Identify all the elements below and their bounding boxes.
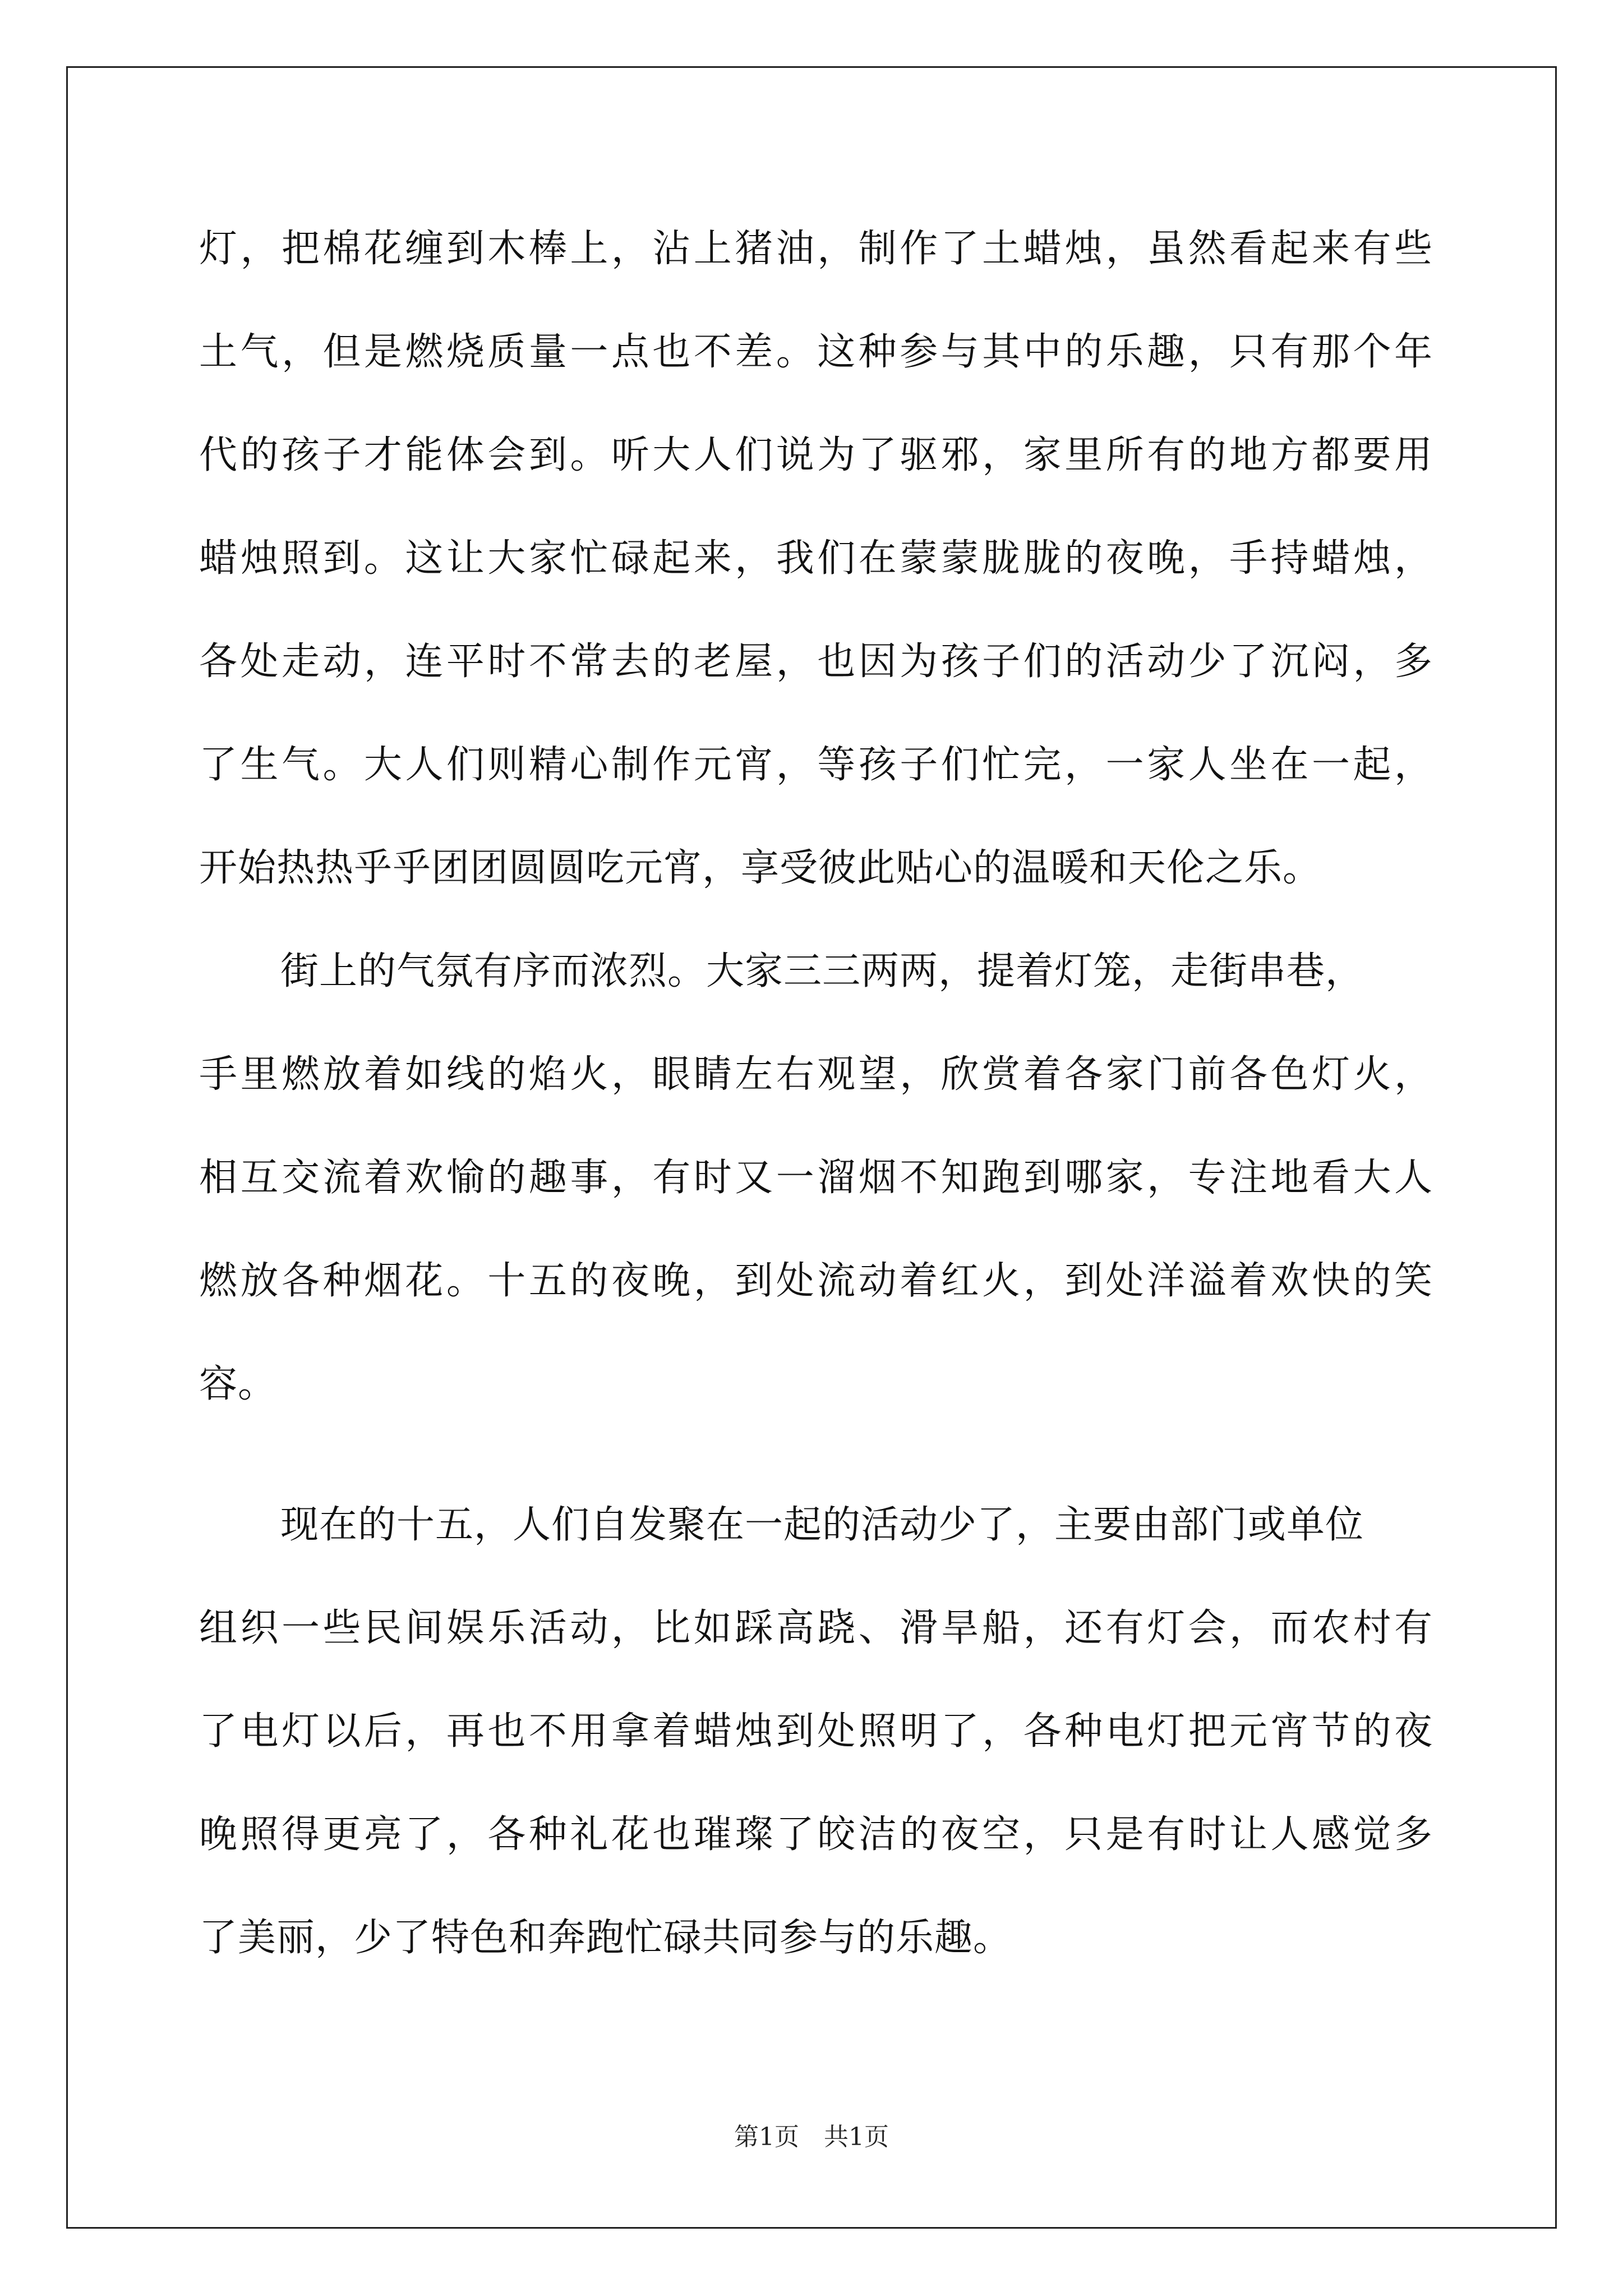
- page-number-footer: 第1页 共1页: [734, 2123, 889, 2151]
- paragraph-first-line: 现在的十五，人们自发聚在一起的活动少了，主要由部门或单位: [280, 1503, 1364, 1547]
- text-line: 代的孩子才能体会到。听大人们说为了驱邪，家里所有的地方都要用: [199, 433, 1433, 477]
- text-line: 相互交流着欢愉的趣事，有时又一溜烟不知跑到哪家，专注地看大人: [199, 1156, 1433, 1200]
- text-line: 了生气。大人们则精心制作元宵，等孩子们忙完，一家人坐在一起，: [199, 743, 1433, 787]
- text-line: 了美丽，少了特色和奔跑忙碌共同参与的乐趣。: [199, 1916, 1012, 1960]
- text-line: 燃放各种烟花。十五的夜晚，到处流动着红火，到处洋溢着欢快的笑: [199, 1259, 1433, 1303]
- page-border: [66, 66, 1557, 2229]
- text-line: 各处走动，连平时不常去的老屋，也因为孩子们的活动少了沉闷，多: [199, 639, 1433, 684]
- text-line: 容。: [199, 1362, 277, 1406]
- text-line: 晚照得更亮了，各种礼花也璀璨了皎洁的夜空，只是有时让人感觉多: [199, 1812, 1433, 1857]
- text-line: 开始热热乎乎团团圆圆吃元宵，享受彼此贴心的温暖和天伦之乐。: [199, 846, 1322, 890]
- paragraph-first-line: 街上的气氛有序而浓烈。大家三三两两，提着灯笼，走街串巷，: [280, 949, 1364, 993]
- text-line: 了电灯以后，再也不用拿着蜡烛到处照明了，各种电灯把元宵节的夜: [199, 1709, 1433, 1754]
- text-line: 土气，但是燃烧质量一点也不差。这种参与其中的乐趣，只有那个年: [199, 330, 1433, 374]
- text-line: 灯，把棉花缠到木棒上，沾上猪油，制作了土蜡烛，虽然看起来有些: [199, 227, 1433, 271]
- text-line: 组织一些民间娱乐活动，比如踩高跷、滑旱船，还有灯会，而农村有: [199, 1606, 1433, 1650]
- text-line: 蜡烛照到。这让大家忙碌起来，我们在蒙蒙胧胧的夜晚，手持蜡烛，: [199, 536, 1433, 581]
- text-line: 手里燃放着如线的焰火，眼睛左右观望，欣赏着各家门前各色灯火，: [199, 1052, 1433, 1097]
